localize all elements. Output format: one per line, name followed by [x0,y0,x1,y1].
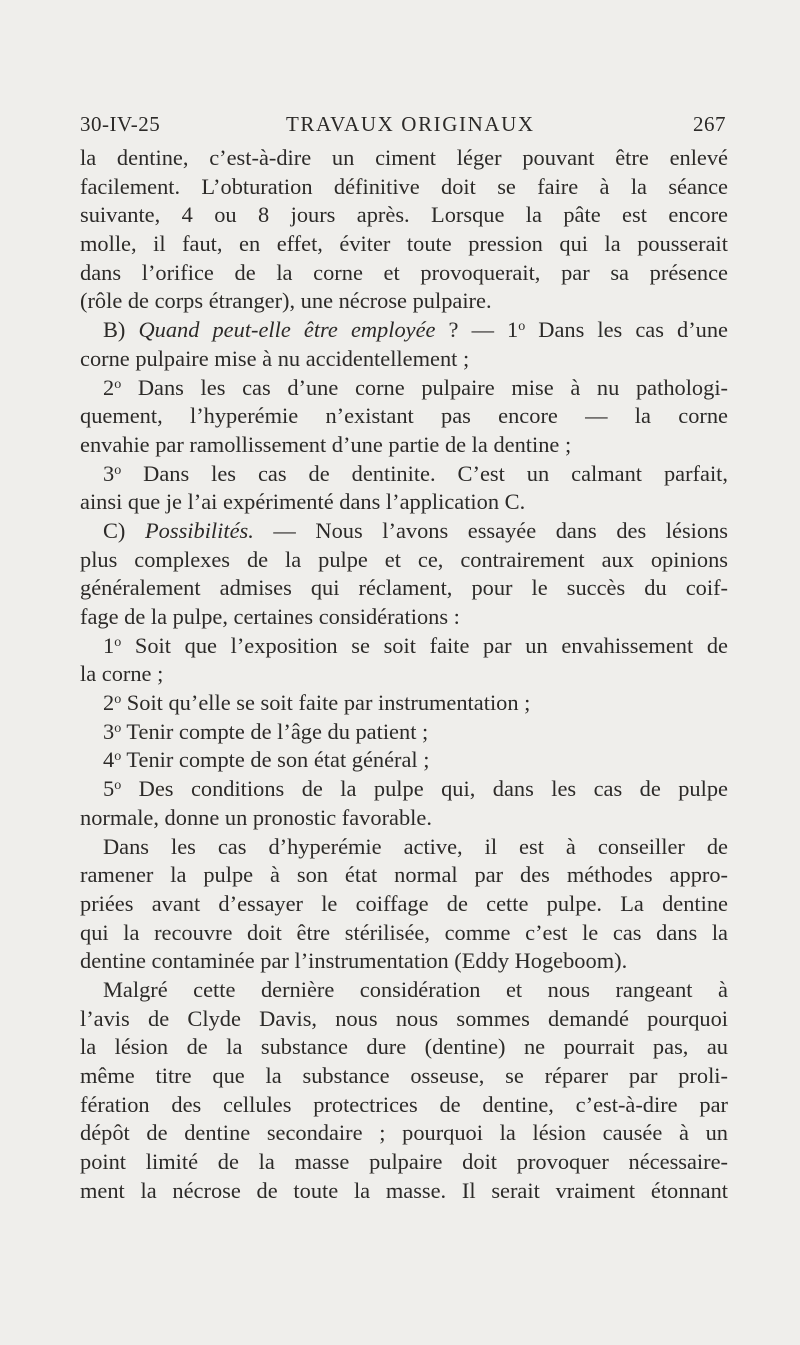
text-line: ainsi que je l’ai expérimenté dans l’application C. [80,489,526,515]
text-line: la dentine, c’est-à-dire un ciment léger pouvant être enlevé [80,145,728,170]
text-line: Malgré cette dernière considération et nous rangeant à [103,976,728,1002]
issue-date: 30-IV-25 [80,112,161,136]
ordinal-number: 4 [103,747,115,773]
text-line [80,718,728,747]
ordinal-marker: o [114,778,122,794]
ordinal-marker: o [114,462,122,478]
line-text: Tenir compte de son état général ; [121,747,430,773]
text-line: point limité de la masse pulpaire doit provoquer nécessaire- [80,1149,728,1175]
text-line: corne pulpaire mise à nu accidentellement ; [80,345,470,371]
text-line: plus complexes de la pulpe et ce, contrairement aux opinions [80,546,728,572]
running-head [80,112,728,142]
line-text: ? — [435,317,508,343]
text-line: même titre que la substance osseuse, se réparer par proli- [80,1063,728,1088]
text-line: molle, il faut, en effet, éviter toute pression qui la pousserait [80,231,728,257]
text-line [80,689,728,718]
text-line: fage de la pulpe, certaines considérations : [80,604,460,629]
text-line: envahie par ramollissement d’une partie de la dentine ; [80,431,572,457]
text-line: dans l’orifice de la corne et provoquerait, par sa présence [80,259,728,285]
section-heading: Possibilités. [144,517,254,543]
line-text: Soit que l’exposition se soit faite par un envahissement de [121,632,728,658]
text-line [80,775,728,804]
line-text: Dans les cas d’une corne pulpaire mise à nu pathologi- [121,374,728,400]
text-line [80,316,728,345]
line-text: Dans les cas de dentinite. C’est un calmant parfait, [121,460,728,486]
ordinal-number: 2 [103,374,115,400]
text-line: Dans les cas d’hyperémie active, il est à conseiller de [103,833,728,859]
text-line: facilement. L’obturation définitive doit se faire à la séance [80,173,728,199]
ordinal-marker: o [114,376,122,392]
text-line: ramener la pulpe à son état normal par des méthodes appro- [80,862,728,888]
section-title: TRAVAUX ORIGINAUX [286,112,535,136]
ordinal-marker: o [114,749,122,765]
ordinal-number: 1 [507,317,519,343]
text-line: l’avis de Clyde Davis, nous nous sommes demandé pourquoi [80,1005,728,1031]
line-text: Tenir compte de l’âge du patient ; [121,718,429,744]
page-number: 267 [693,112,726,136]
ordinal-number: 1 [103,632,115,658]
ordinal-marker: o [114,720,122,736]
line-text: — Nous l’avons essayée dans des lésions [253,517,728,543]
text-line [80,460,728,489]
text-line: quement, l’hyperémie n’existant pas encore — la corne [80,403,728,429]
text-line: suivante, 4 ou 8 jours après. Lorsque la pâte est encore [80,202,728,228]
ordinal-number: 3 [103,460,115,486]
text-line: dépôt de dentine secondaire ; pourquoi la lésion causée à un [80,1120,728,1146]
text-line [80,517,728,546]
line-text: Dans les cas d’une [525,317,728,343]
text-line [80,746,728,775]
text-line: la corne ; [80,661,164,687]
text-line [80,374,728,403]
line-text: Soit qu’elle se soit faite par instrumentation ; [121,690,531,716]
text-line: fération des cellules protectrices de dentine, c’est-à-dire par [80,1091,728,1117]
ordinal-marker: o [518,319,526,335]
text-line: ment la nécrose de toute la masse. Il serait vraiment étonnant [80,1177,728,1203]
text-line: (rôle de corps étranger), une nécrose pulpaire. [80,288,492,314]
text-line: la lésion de la substance dure (dentine) ne pourrait pas, au [80,1034,728,1060]
text-line [80,632,728,661]
section-label: C) [103,517,145,543]
text-line: généralement admises qui réclament, pour le succès du coif- [80,575,728,601]
section-label: B) [103,317,139,343]
body-text [80,144,728,1205]
text-line: priées avant d’essayer le coiffage de cette pulpe. La dentine [80,890,728,916]
text-line: normale, donne un pronostic favorable. [80,804,432,830]
text-line: dentine contaminée par l’instrumentation (Eddy Hogeboom). [80,948,628,974]
ordinal-number: 2 [103,690,115,716]
ordinal-number: 5 [103,776,115,802]
text-line: qui la recouvre doit être stérilisée, comme c’est le cas dans la [80,919,728,945]
line-text: Des conditions de la pulpe qui, dans les cas de pulpe [121,776,728,802]
book-page [80,112,728,1205]
ordinal-marker: o [114,634,122,650]
ordinal-marker: o [114,692,122,708]
ordinal-number: 3 [103,718,115,744]
section-heading: Quand peut-elle être employée [138,317,436,343]
